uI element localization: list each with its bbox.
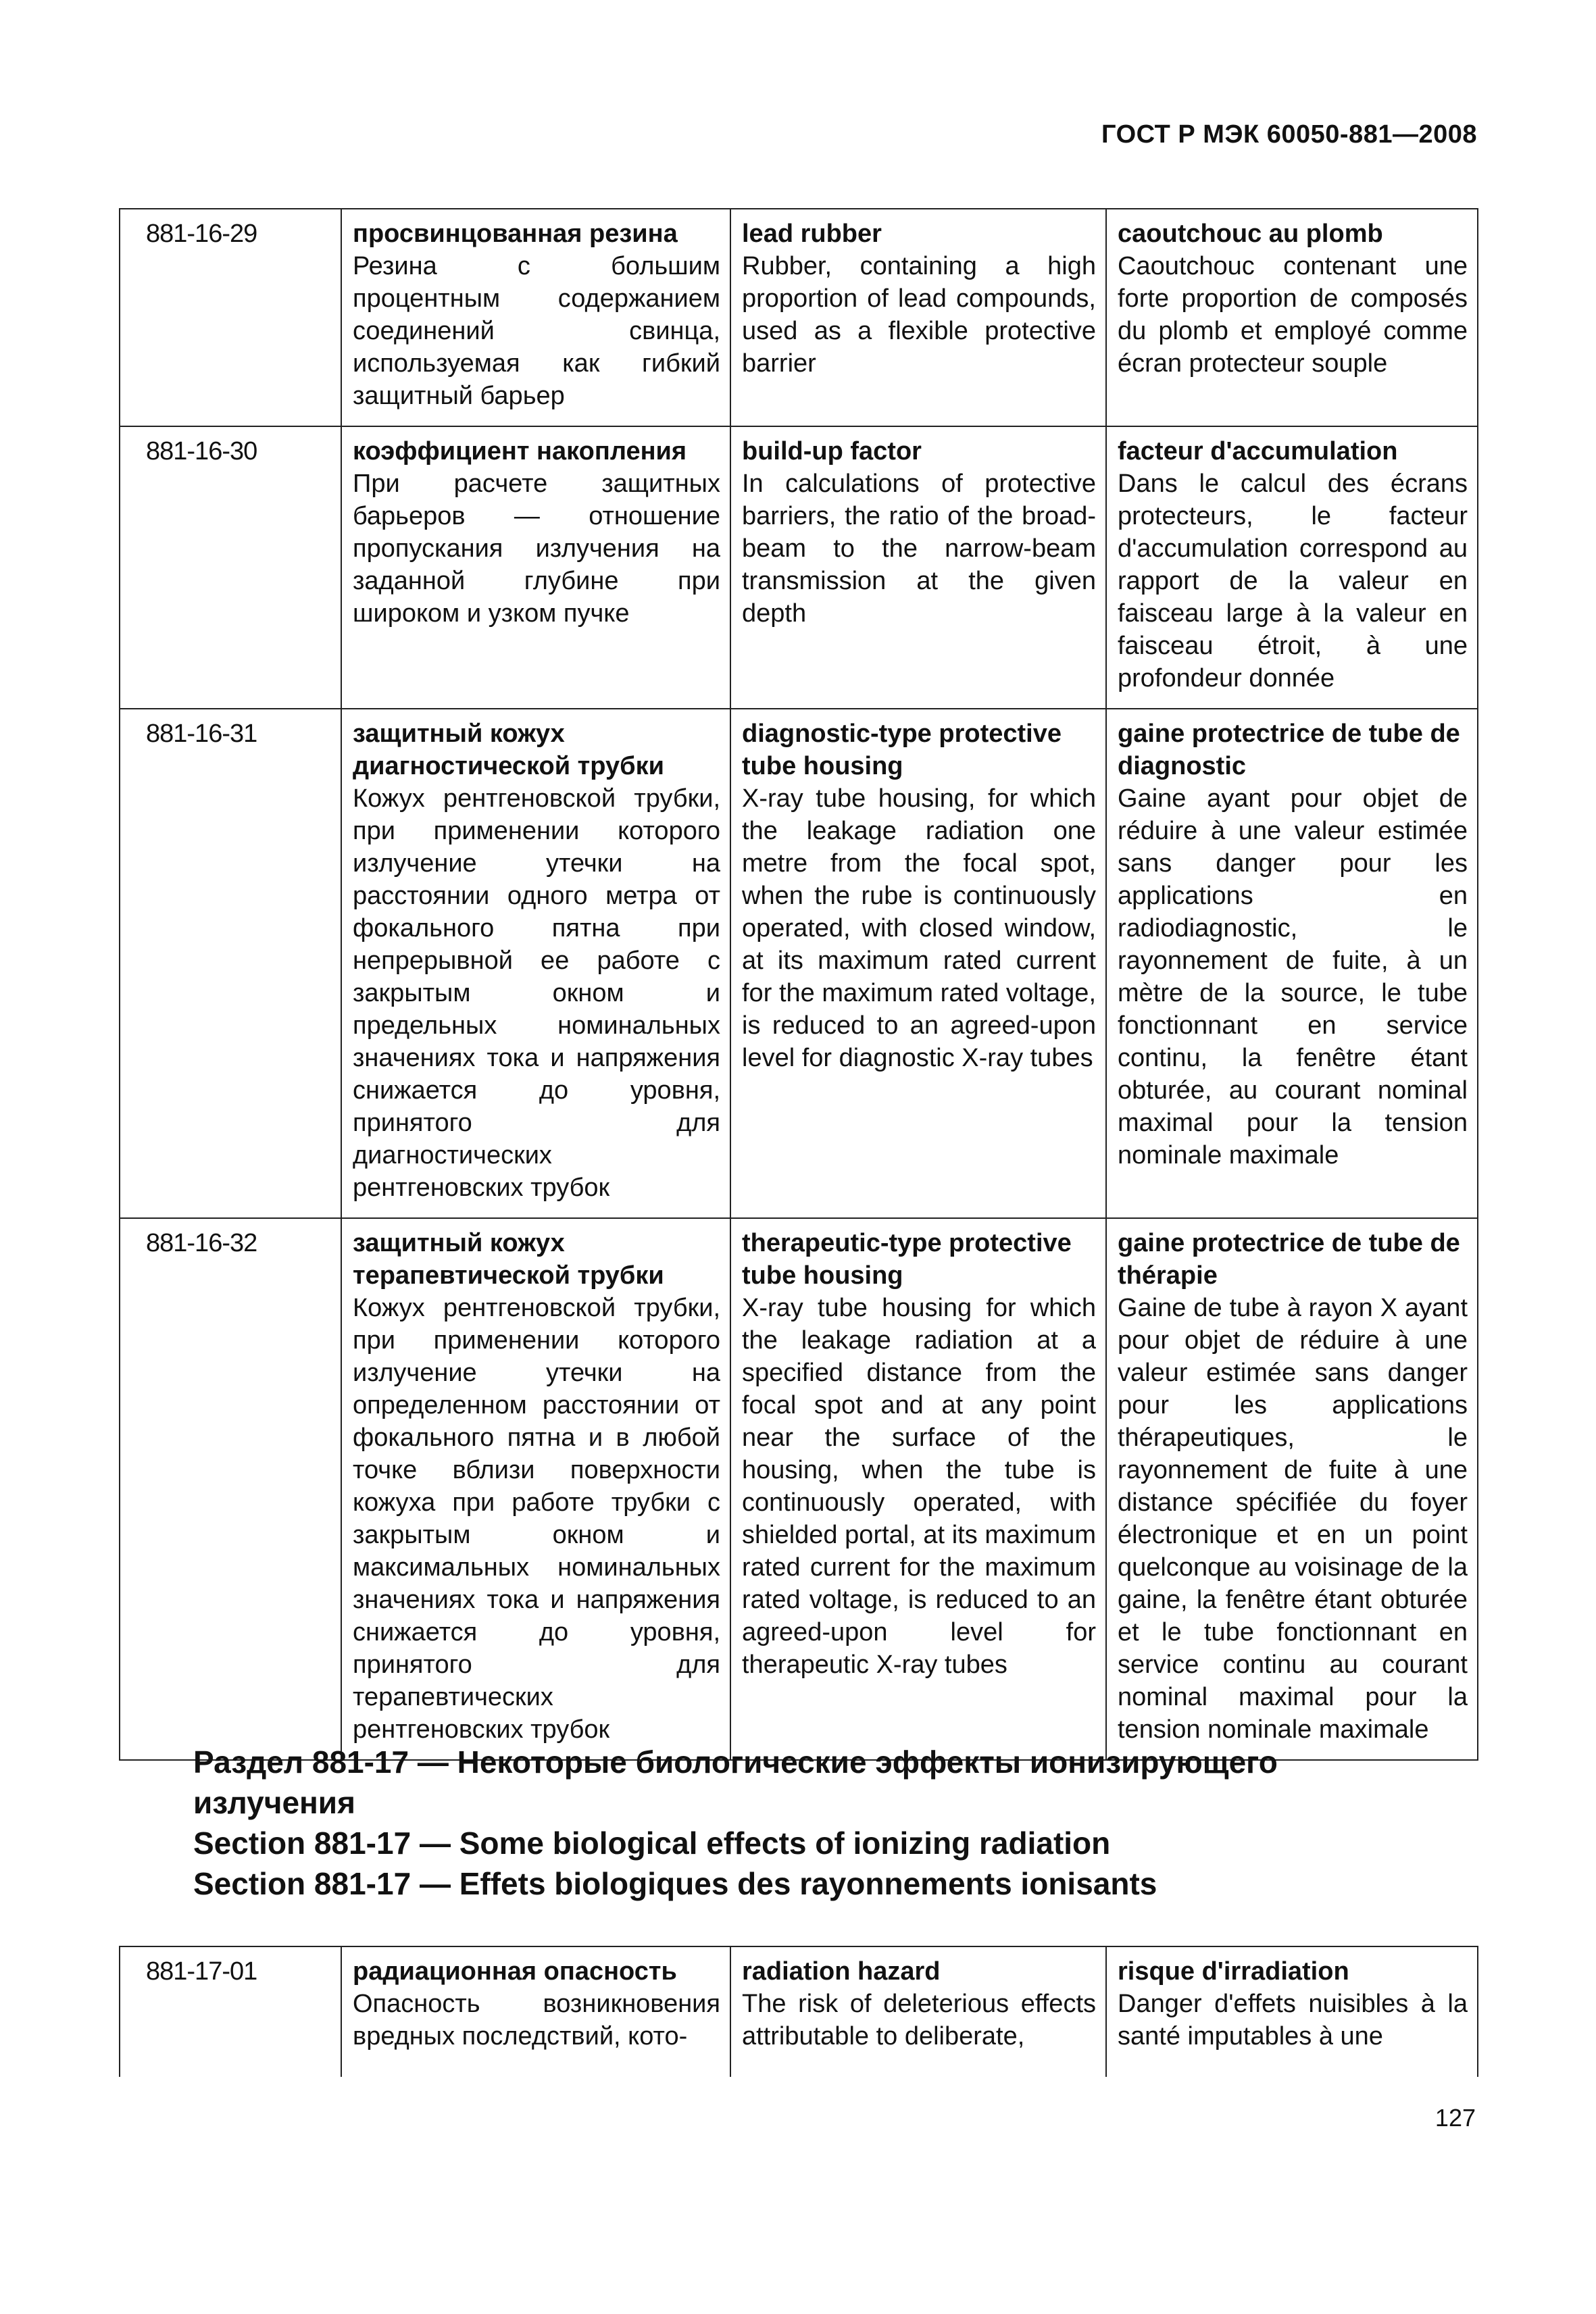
russian-entry: [341, 1218, 730, 1760]
russian-term: коэффициент накопления: [353, 437, 687, 466]
term-id: 881-16-30: [120, 426, 341, 709]
section-title-english: Section 881-17 — Some biological effects of ionizing radiation: [193, 1826, 1111, 1861]
terms-table-continued: [119, 1946, 1478, 2077]
french-definition: Caoutchouc contenant une forte proportion de composés du plomb et employé comme écran protecteur souple: [1118, 252, 1468, 378]
table-row: [120, 709, 1478, 1218]
english-definition: In calculations of protective barriers, the ratio of the broad-beam to the narrow-beam transmission at the given depth: [742, 470, 1096, 628]
french-entry: [1106, 209, 1478, 426]
page-number: 127: [1435, 2104, 1476, 2132]
russian-term: просвинцованная резина: [353, 220, 678, 248]
table-row: [120, 1946, 1478, 2077]
section-title-russian: Раздел 881-17 — Некоторые биологические эффекты ионизирующего излучения: [193, 1744, 1278, 1820]
french-term: caoutchouc au plomb: [1118, 220, 1383, 248]
english-entry: [730, 426, 1106, 709]
russian-entry: [341, 709, 730, 1218]
term-id: 881-17-01: [120, 1946, 341, 2077]
english-term: diagnostic-type protective tube housing: [742, 720, 1062, 780]
english-term: lead rubber: [742, 220, 882, 248]
french-term: gaine protectrice de tube de diagnostic: [1118, 720, 1460, 780]
french-entry: [1106, 426, 1478, 709]
english-term: build-up factor: [742, 437, 922, 466]
english-definition: X-ray tube housing, for which the leakage radiation one metre from the focal spot, when the rube is continuously operated, with closed window, at its maximum rated current for the maximum rated voltage, is reduced to an agreed-upon level for diagnostic X-ray tubes: [742, 784, 1096, 1072]
russian-definition: Резина с большим процентным содержанием соединений свинца, используемая как гибкий защитный барьер: [353, 252, 720, 410]
terms-table: [119, 208, 1478, 1761]
french-entry: [1106, 1946, 1478, 2077]
english-term: therapeutic-type protective tube housing: [742, 1229, 1072, 1290]
russian-definition: Кожух рентгеновской трубки, при применении которого излучение утечки на расстоянии одного метра от фокального пятна при непрерывной ее работе с закрытым окном и предельных номинальных значениях тока и напряжения снижается до уровня, принятого для диагностических рентгеновских трубок: [353, 784, 720, 1202]
english-entry: [730, 209, 1106, 426]
french-definition: Gaine ayant pour objet de réduire à une valeur estimée sans danger pour les applications en radiodiagnostic, le rayonnement de fuite, à un mètre de la source, le tube fonctionnant en service continu, la fenêtre étant obturée, au courant nominal maximal pour la tension nominale maximale: [1118, 784, 1468, 1169]
french-entry: [1106, 709, 1478, 1218]
section-heading: [193, 1742, 1423, 1904]
section-title-french: Section 881-17 — Effets biologiques des rayonnements ionisants: [193, 1866, 1157, 1901]
french-entry: [1106, 1218, 1478, 1760]
french-definition: Gaine de tube à rayon X ayant pour objet de réduire à une valeur estimée sans danger pour les applications thérapeutiques, le rayonnement de fuite à une distance spécifiée du foyer électronique et en un point quelconque au voisinage de la gaine, la fenêtre étant obturée et le tube fonctionnant en service continu au courant nominal maximal pour la tension nominale maximale: [1118, 1294, 1468, 1744]
french-term: risque d'irradiation: [1118, 1957, 1349, 1986]
term-id: 881-16-32: [120, 1218, 341, 1760]
english-definition: Rubber, containing a high proportion of lead compounds, used as a flexible protective barrier: [742, 252, 1096, 378]
russian-entry: [341, 426, 730, 709]
term-id: 881-16-29: [120, 209, 341, 426]
english-entry: [730, 709, 1106, 1218]
english-definition: X-ray tube housing for which the leakage radiation at a specified distance from the focal spot and at any point near the surface of the housing, when the tube is continuously operated, with shielded portal, at its maximum rated current for the maximum rated voltage, is reduced to an agreed-upon level for therapeutic X-ray tubes: [742, 1294, 1096, 1679]
term-id: 881-16-31: [120, 709, 341, 1218]
russian-term: радиационная опасность: [353, 1957, 677, 1986]
english-term: radiation hazard: [742, 1957, 941, 1986]
english-entry: [730, 1218, 1106, 1760]
document-header: ГОСТ Р МЭК 60050-881—2008: [1101, 120, 1477, 149]
french-term: facteur d'accumulation: [1118, 437, 1398, 466]
french-definition: Dans le calcul des écrans protecteurs, le facteur d'accumulation correspond au rapport de la valeur en faisceau large à la valeur en faisceau étroit, à une profondeur donnée: [1118, 470, 1468, 693]
russian-term: защитный кожух диагностической трубки: [353, 720, 664, 780]
table-row: [120, 1218, 1478, 1760]
russian-entry: [341, 209, 730, 426]
table-row: [120, 426, 1478, 709]
russian-term: защитный кожух терапевтической трубки: [353, 1229, 664, 1290]
french-definition: Danger d'effets nuisibles à la santé imputables à une: [1118, 1990, 1468, 2051]
russian-definition: При расчете защитных барьеров — отношение пропускания излучения на заданной глубине при широком и узком пучке: [353, 470, 720, 628]
table-row: [120, 209, 1478, 426]
russian-definition: Опасность возникновения вредных последствий, кото-: [353, 1990, 720, 2051]
english-definition: The risk of deleterious effects attributable to deliberate,: [742, 1990, 1096, 2051]
russian-definition: Кожух рентгеновской трубки, при применении которого излучение утечки на определенном расстоянии от фокального пятна и в любой точке вблизи поверхности кожуха при работе трубки с закрытым окном и максимальных номинальных значениях тока и напряжения снижается до уровня, принятого для терапевтических рентгеновских трубок: [353, 1294, 720, 1744]
russian-entry: [341, 1946, 730, 2077]
french-term: gaine protectrice de tube de thérapie: [1118, 1229, 1460, 1290]
english-entry: [730, 1946, 1106, 2077]
